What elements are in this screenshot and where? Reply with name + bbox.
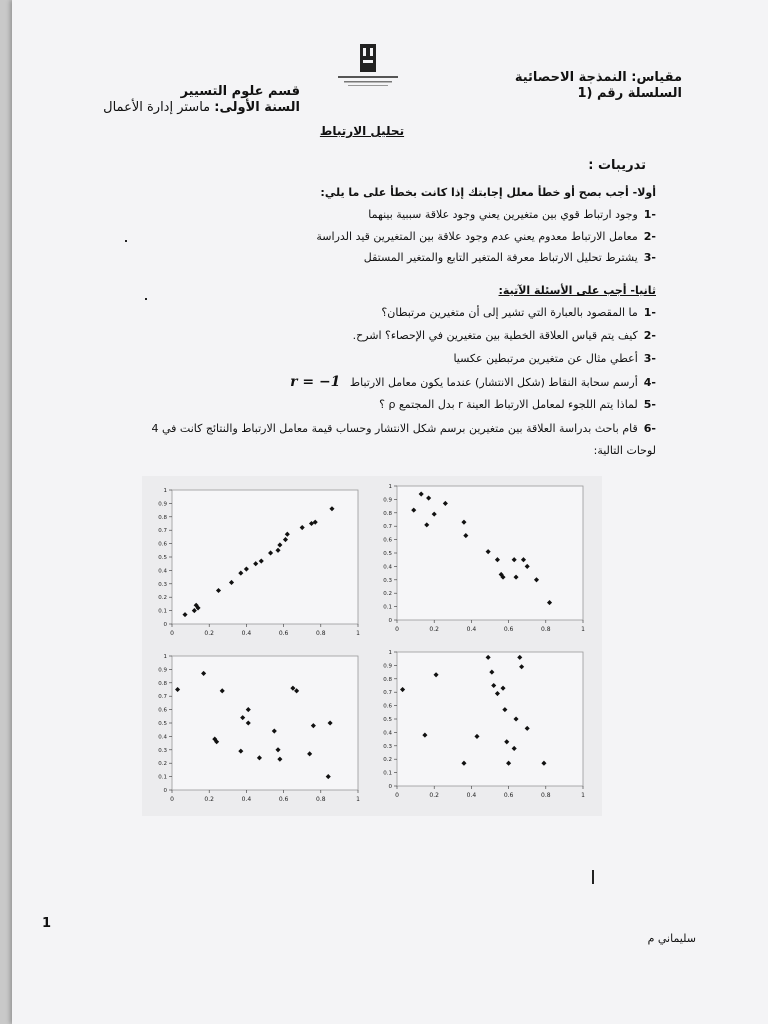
plot-1-xtick-label: 0 xyxy=(170,630,174,637)
exercises-label: تدريبات : xyxy=(588,158,646,173)
page-number: 1 xyxy=(42,916,52,931)
plot-2-xtick-label: 0.8 xyxy=(541,626,551,633)
plot-1-ytick-label: 0.1 xyxy=(158,608,167,615)
year-label: السنة الأولى: xyxy=(214,100,300,115)
scatter-plots-panel xyxy=(142,476,602,816)
part2-item-1: -1ما المقصود بالعبارة التي تشير إلى أن متغيرين مرتبطان؟ xyxy=(381,306,656,319)
plot-4-ytick-label: 0 xyxy=(388,784,392,790)
plot-1-ytick-label: 0.4 xyxy=(158,568,167,575)
plot-4-ytick-label: 0.8 xyxy=(383,676,392,683)
author-name: سليماني م xyxy=(647,932,696,945)
plot-4-ytick-label: 0.5 xyxy=(383,717,392,723)
part2-item-3: -3أعطي مثال عن متغيرين مرتبطين عكسيا xyxy=(453,352,656,365)
subject-label: مقياس: النمذجة الاحصائية xyxy=(514,70,682,85)
plot-3-ytick-label: 0.4 xyxy=(158,734,167,741)
university-logo xyxy=(334,42,404,90)
plot-2-ytick-label: 0.2 xyxy=(383,591,392,598)
plot-3-xtick-label: 1 xyxy=(356,796,360,803)
part2-item-2: -2كيف يتم قياس العلاقة الخطية بين متغيرين في الإحصاء؟ اشرح. xyxy=(352,329,656,342)
plot-2-ytick-label: 0.7 xyxy=(383,524,392,531)
plot-4-ytick-label: 1 xyxy=(388,650,392,656)
page-title: تحليل الارتباط xyxy=(319,124,405,138)
plot-1-xtick-label: 0.4 xyxy=(241,630,252,637)
part2-item-6: -6قام باحث بدراسة العلاقة بين متغيرين برسم شكل الانتشار وحساب قيمة معامل الارتباط والنتائج كانت في 4 xyxy=(151,422,656,435)
math-r-equals-minus-one: r = −1 xyxy=(290,374,341,390)
plot-2-xtick-label: 0.6 xyxy=(503,626,514,633)
plot-3-ytick-label: 1 xyxy=(163,654,167,660)
plot-2-ytick-label: 0.5 xyxy=(383,551,392,557)
plot-1-ytick-label: 0.8 xyxy=(158,514,167,521)
plot-2-ytick-label: 0.4 xyxy=(383,564,392,571)
part1-item-1: -1وجود ارتباط قوي بين متغيرين يعني وجود علاقة سببية بينهما xyxy=(368,208,656,221)
plot-2-xtick-label: 0.4 xyxy=(466,626,477,633)
plot-3-xtick-label: 0.6 xyxy=(278,796,289,803)
plot-2-xtick-label: 0 xyxy=(395,626,399,633)
plot-2-ytick-label: 0.9 xyxy=(383,497,392,504)
plot-1-ytick-label: 1 xyxy=(163,488,167,494)
plot-4-ytick-label: 0.7 xyxy=(383,690,392,697)
program-name: ماستر إدارة الأعمال xyxy=(103,100,211,115)
plot-1-ytick-label: 0.9 xyxy=(158,501,167,508)
plot-1-ytick-label: 0 xyxy=(163,622,167,628)
plot-4-xtick-label: 0.2 xyxy=(429,792,439,799)
plot-2-ytick-label: 0.3 xyxy=(383,577,392,584)
plot-3-ytick-label: 0.6 xyxy=(158,707,167,714)
plot-3-ytick-label: 0.5 xyxy=(158,721,167,727)
plot-2-ytick-label: 1 xyxy=(388,484,392,490)
plot-3-xtick-label: 0.2 xyxy=(204,796,214,803)
plot-1-xtick-label: 0.6 xyxy=(278,630,289,637)
plot-4-xtick-label: 0 xyxy=(395,792,399,799)
year-program-line xyxy=(72,100,300,115)
plot-1-ytick-label: 0.3 xyxy=(158,581,167,588)
part1-item-3: -3يشترط تحليل الارتباط معرفة المتغير التابع والمتغير المستقل xyxy=(363,251,656,264)
plot-2-frame xyxy=(397,486,583,620)
plot-2-ytick-label: 0 xyxy=(388,618,392,624)
plot-2-ytick-label: 0.1 xyxy=(383,604,392,611)
plot-2-ytick-label: 0.8 xyxy=(383,510,392,517)
plot-2-ytick-label: 0.6 xyxy=(383,537,392,544)
stray-mark xyxy=(125,240,127,242)
stray-mark xyxy=(592,870,594,884)
plot-3-ytick-label: 0 xyxy=(163,788,167,794)
plot-3-ytick-label: 0.9 xyxy=(158,667,167,674)
plot-3-xtick-label: 0.4 xyxy=(241,796,252,803)
plot-3-ytick-label: 0.1 xyxy=(158,774,167,781)
plot-4-ytick-label: 0.2 xyxy=(383,757,392,764)
plot-1-xtick-label: 0.8 xyxy=(316,630,326,637)
plot-3-xtick-label: 0.8 xyxy=(316,796,326,803)
plot-1-frame xyxy=(172,490,358,624)
plot-3-ytick-label: 0.2 xyxy=(158,761,167,768)
part1-title: أولا- أجب بصح أو خطأ معلل إجابتك إذا كانت بخطأ على ما يلي: xyxy=(320,186,656,199)
plot-3-ytick-label: 0.7 xyxy=(158,694,167,701)
plot-1-ytick-label: 0.2 xyxy=(158,595,167,602)
plot-4-ytick-label: 0.1 xyxy=(383,770,392,777)
part2-item-6-continuation: لوحات التالية: xyxy=(593,444,656,457)
plot-3-ytick-label: 0.3 xyxy=(158,747,167,754)
part2-item-4: -4أرسم سحابة النقاط (شكل الانتشار) عندما يكون معامل الارتباط r = −1 xyxy=(290,374,656,390)
plot-4-ytick-label: 0.3 xyxy=(383,743,392,750)
part2-title: ثانيا- أجب على الأسئلة الآتية: xyxy=(498,284,656,297)
plot-2-xtick-label: 1 xyxy=(581,626,585,633)
plot-1-xtick-label: 0.2 xyxy=(204,630,214,637)
part2-item-5: -5لماذا يتم اللجوء لمعامل الارتباط العينة r بدل المجتمع ρ ؟ xyxy=(379,398,656,411)
stray-mark xyxy=(145,298,147,300)
department-label: قسم علوم التسيير xyxy=(180,84,300,99)
series-label: السلسلة رقم (1 xyxy=(577,86,682,101)
plot-1-ytick-label: 0.5 xyxy=(158,555,167,561)
plot-4-xtick-label: 0.6 xyxy=(503,792,514,799)
plot-1-ytick-label: 0.7 xyxy=(158,528,167,535)
plot-1-ytick-label: 0.6 xyxy=(158,541,167,548)
plot-4-ytick-label: 0.9 xyxy=(383,663,392,670)
plot-4-xtick-label: 1 xyxy=(581,792,585,799)
plot-4-xtick-label: 0.8 xyxy=(541,792,551,799)
plot-2-xtick-label: 0.2 xyxy=(429,626,439,633)
plot-3-xtick-label: 0 xyxy=(170,796,174,803)
plot-4-ytick-label: 0.6 xyxy=(383,703,392,710)
plot-4-ytick-label: 0.4 xyxy=(383,730,392,737)
document-page xyxy=(12,0,768,1024)
plot-3-ytick-label: 0.8 xyxy=(158,680,167,687)
part1-item-2: -2معامل الارتباط معدوم يعني عدم وجود علاقة بين المتغيرين قيد الدراسة xyxy=(316,230,656,243)
scatter-plots-svg xyxy=(142,476,602,816)
plot-1-xtick-label: 1 xyxy=(356,630,360,637)
plot-4-xtick-label: 0.4 xyxy=(466,792,477,799)
